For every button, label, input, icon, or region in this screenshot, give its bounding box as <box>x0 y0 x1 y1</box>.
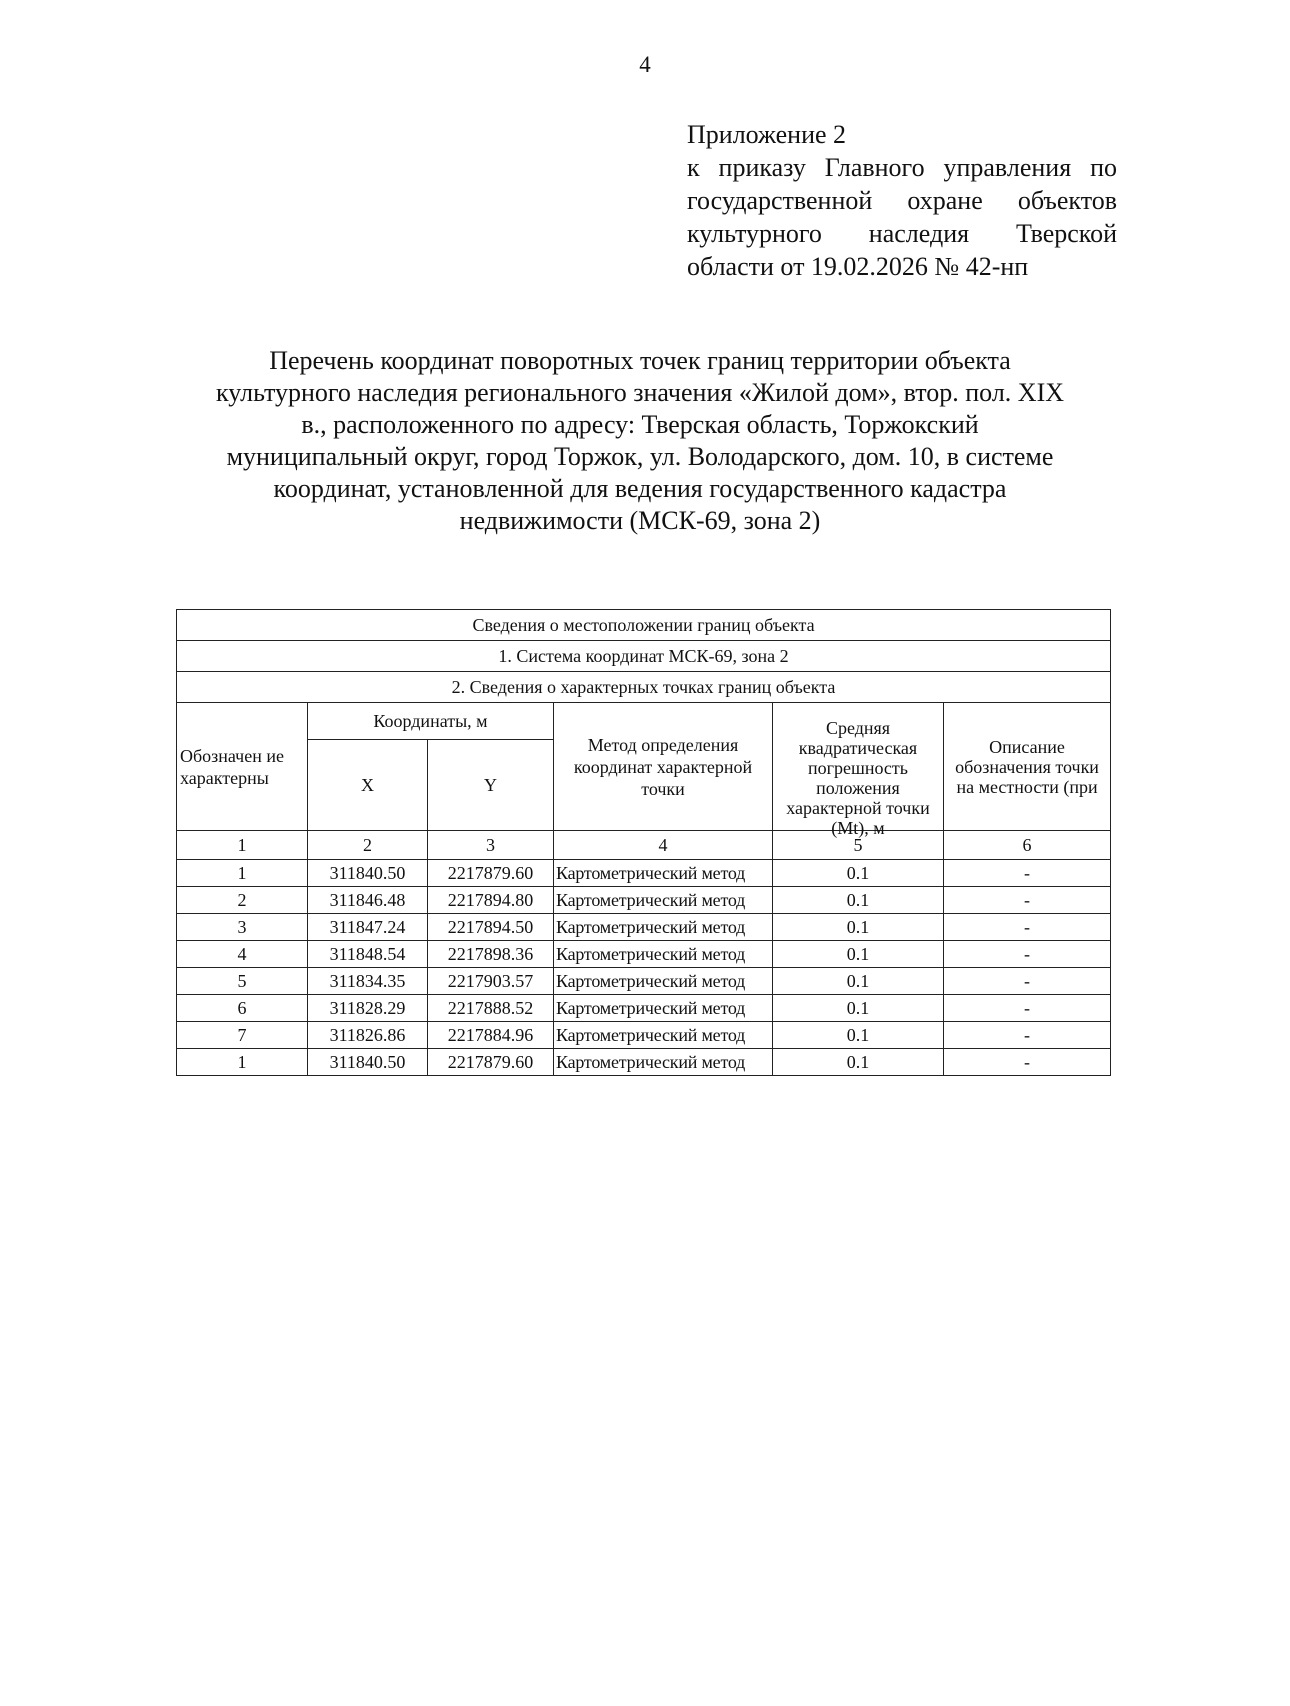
header-y: Y <box>428 740 554 831</box>
appendix-heading: Приложение 2 <box>687 120 847 149</box>
method-cell: Картометрический метод <box>554 941 773 968</box>
y-coordinate-cell: 2217888.52 <box>428 995 554 1022</box>
y-coordinate-cell: 2217879.60 <box>428 1049 554 1076</box>
page-number: 4 <box>639 52 651 77</box>
table-row <box>177 995 1111 1022</box>
appendix-line: области от 19.02.2026 № 42-нп <box>687 252 1029 281</box>
description-cell: - <box>944 914 1111 941</box>
header-description <box>944 703 1111 831</box>
mean-error-cell: 0.1 <box>773 1049 944 1076</box>
column-number: 5 <box>773 831 944 860</box>
y-coordinate-cell: 2217898.36 <box>428 941 554 968</box>
point-number-cell: 6 <box>177 995 308 1022</box>
column-number: 3 <box>428 831 554 860</box>
title-line: координат, установленной для ведения государственного кадастра <box>273 474 1007 503</box>
x-coordinate-cell: 311826.86 <box>308 1022 428 1049</box>
description-cell: - <box>944 1022 1111 1049</box>
point-number-cell: 4 <box>177 941 308 968</box>
mean-error-cell: 0.1 <box>773 914 944 941</box>
x-coordinate-cell: 311848.54 <box>308 941 428 968</box>
title-line: в., расположенного по адресу: Тверская область, Торжокский <box>301 410 979 439</box>
column-number: 6 <box>944 831 1111 860</box>
header-x: X <box>308 740 428 831</box>
table-row <box>177 914 1111 941</box>
header-mean-error <box>773 703 944 838</box>
table-row <box>177 887 1111 914</box>
mean-error-cell: 0.1 <box>773 860 944 887</box>
column-number: 1 <box>177 831 308 860</box>
table-row <box>177 1049 1111 1076</box>
method-cell: Картометрический метод <box>554 887 773 914</box>
table-row <box>177 941 1111 968</box>
appendix-line: культурного наследия Тверской <box>687 219 1117 248</box>
header-coordinates: Координаты, м <box>308 703 554 740</box>
method-cell: Картометрический метод <box>554 968 773 995</box>
x-coordinate-cell: 311828.29 <box>308 995 428 1022</box>
x-coordinate-cell: 311846.48 <box>308 887 428 914</box>
y-coordinate-cell: 2217894.80 <box>428 887 554 914</box>
description-cell: - <box>944 887 1111 914</box>
appendix-block <box>687 118 1117 283</box>
method-cell: Картометрический метод <box>554 914 773 941</box>
title-line: культурного наследия регионального значения «Жилой дом», втор. пол. XIX <box>215 378 1065 407</box>
y-coordinate-cell: 2217884.96 <box>428 1022 554 1049</box>
table-banner-location: Сведения о местоположении границ объекта <box>177 610 1111 641</box>
method-cell: Картометрический метод <box>554 1022 773 1049</box>
appendix-line: государственной охране объектов <box>687 186 1117 215</box>
table-row <box>177 968 1111 995</box>
x-coordinate-cell: 311840.50 <box>308 1049 428 1076</box>
table-row <box>177 860 1111 887</box>
mean-error-cell: 0.1 <box>773 995 944 1022</box>
mean-error-cell: 0.1 <box>773 1022 944 1049</box>
table-banner-coord-system: 1. Система координат МСК-69, зона 2 <box>177 641 1111 672</box>
column-number: 4 <box>554 831 773 860</box>
table-row <box>177 1022 1111 1049</box>
mean-error-cell: 0.1 <box>773 968 944 995</box>
x-coordinate-cell: 311840.50 <box>308 860 428 887</box>
coordinates-table <box>176 609 1111 1076</box>
point-number-cell: 1 <box>177 860 308 887</box>
description-cell: - <box>944 941 1111 968</box>
header-mean-error-text: Средняя квадратическая погрешность положения характерной точки (Mt), м <box>786 717 930 838</box>
method-cell: Картометрический метод <box>554 860 773 887</box>
appendix-line: к приказу Главного управления по <box>687 153 1117 182</box>
y-coordinate-cell: 2217879.60 <box>428 860 554 887</box>
description-cell: - <box>944 1049 1111 1076</box>
y-coordinate-cell: 2217903.57 <box>428 968 554 995</box>
mean-error-cell: 0.1 <box>773 941 944 968</box>
y-coordinate-cell: 2217894.50 <box>428 914 554 941</box>
method-cell: Картометрический метод <box>554 995 773 1022</box>
document-title <box>150 345 1130 537</box>
point-number-cell: 5 <box>177 968 308 995</box>
point-number-cell: 3 <box>177 914 308 941</box>
header-point-designation: Обозначен ие характерны <box>177 703 308 831</box>
point-number-cell: 1 <box>177 1049 308 1076</box>
header-method: Метод определения координат характерной точки <box>554 703 773 831</box>
description-cell: - <box>944 860 1111 887</box>
description-cell: - <box>944 968 1111 995</box>
point-number-cell: 2 <box>177 887 308 914</box>
description-cell: - <box>944 995 1111 1022</box>
point-number-cell: 7 <box>177 1022 308 1049</box>
title-line: муниципальный округ, город Торжок, ул. Володарского, дом. 10, в системе <box>226 442 1054 471</box>
method-cell: Картометрический метод <box>554 1049 773 1076</box>
title-line: недвижимости (МСК-69, зона 2) <box>459 506 821 535</box>
x-coordinate-cell: 311847.24 <box>308 914 428 941</box>
title-line: Перечень координат поворотных точек границ территории объекта <box>269 346 1011 375</box>
table-banner-points: 2. Сведения о характерных точках границ объекта <box>177 672 1111 703</box>
header-description-text: Описание обозначения точки на местности (при <box>955 736 1099 797</box>
x-coordinate-cell: 311834.35 <box>308 968 428 995</box>
column-number-row <box>177 831 1111 860</box>
column-number: 2 <box>308 831 428 860</box>
mean-error-cell: 0.1 <box>773 887 944 914</box>
